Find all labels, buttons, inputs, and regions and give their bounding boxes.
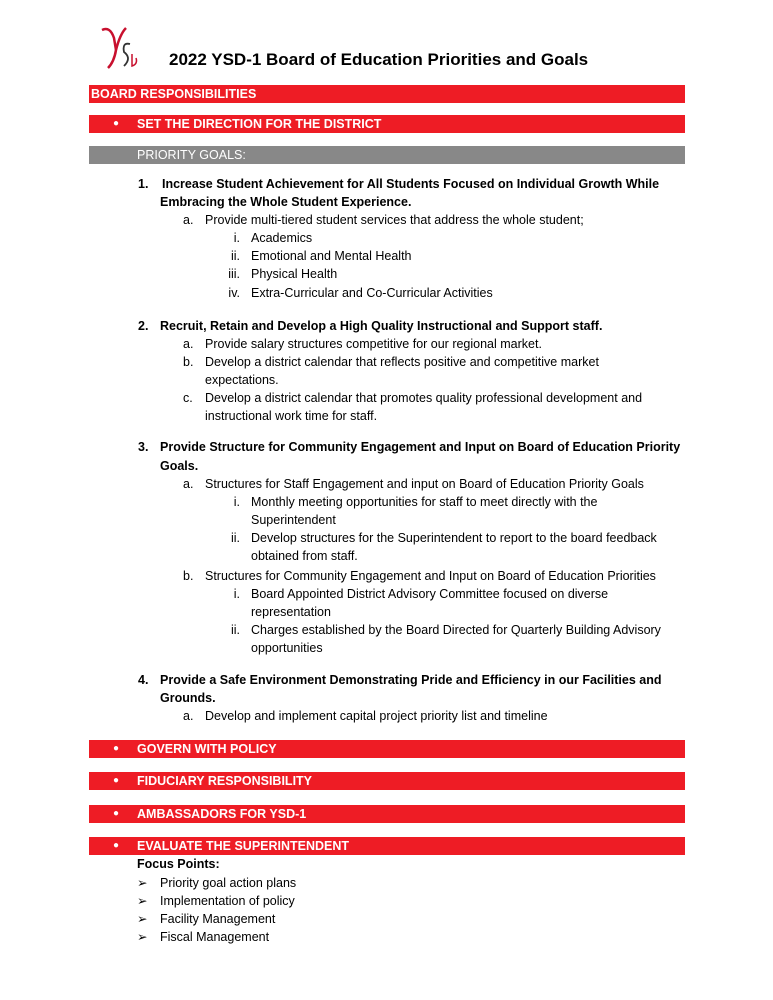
- section-set-direction: [89, 115, 685, 133]
- section-label: GOVERN WITH POLICY: [137, 742, 277, 756]
- item-marker: i.: [233, 587, 240, 601]
- item-marker: i.: [233, 495, 240, 509]
- section-label: BOARD RESPONSIBILITIES: [91, 87, 257, 101]
- goal-number: 2.: [138, 319, 149, 333]
- section-label: SET THE DIRECTION FOR THE DISTRICT: [137, 117, 382, 131]
- goal-3-line-1: Provide Structure for Community Engagement and Input on Board of Education Priority: [160, 440, 681, 454]
- section-label: FIDUCIARY RESPONSIBILITY: [137, 774, 313, 788]
- goal-3-a-ii-line-2: obtained from staff.: [251, 549, 358, 563]
- goal-3-b: Structures for Community Engagement and Input on Board of Education Priorities: [205, 569, 656, 583]
- goal-3-a: Structures for Staff Engagement and input on Board of Education Priority Goals: [205, 477, 644, 491]
- goal-number: 1.: [138, 177, 149, 191]
- bullet-icon: ●: [113, 118, 120, 129]
- goal-number: 3.: [138, 440, 149, 454]
- item-marker: ii.: [230, 531, 240, 545]
- goal-2-b-line-1: Develop a district calendar that reflects positive and competitive market: [205, 355, 599, 369]
- item-marker: ii.: [230, 249, 240, 263]
- section-board-responsibilities: [89, 85, 685, 103]
- item-marker: b.: [183, 355, 194, 369]
- goal-3-b-ii-line-2: opportunities: [251, 641, 323, 655]
- item-marker: c.: [183, 391, 193, 405]
- arrow-bullet-icon: ➢: [137, 912, 148, 926]
- goal-1-a: Provide multi-tiered student services that address the whole student;: [205, 213, 584, 227]
- item-marker: ii.: [230, 623, 240, 637]
- goal-1-line-1: Increase Student Achievement for All Students Focused on Individual Growth While: [162, 177, 660, 191]
- ysd-logo: [96, 24, 140, 72]
- goal-4-line-2: Grounds.: [160, 691, 216, 705]
- bullet-icon: ●: [113, 808, 120, 819]
- goal-3-a-i-line-1: Monthly meeting opportunities for staff to meet directly with the: [251, 495, 598, 509]
- focus-item: Implementation of policy: [160, 894, 295, 908]
- goal-3-b-i-line-2: representation: [251, 605, 331, 619]
- item-marker: iv.: [228, 286, 240, 300]
- goal-2-a: Provide salary structures competitive for our regional market.: [205, 337, 542, 351]
- section-govern-with-policy: [89, 740, 685, 758]
- item-marker: iii.: [228, 267, 240, 281]
- list-item: Physical Health: [251, 267, 338, 281]
- section-label: EVALUATE THE SUPERINTENDENT: [137, 839, 350, 853]
- section-fiduciary: [89, 772, 685, 790]
- goal-3-line-2: Goals.: [160, 459, 199, 473]
- arrow-bullet-icon: ➢: [137, 894, 148, 908]
- item-marker: a.: [183, 213, 194, 227]
- goal-3-b-ii-line-1: Charges established by the Board Directed for Quarterly Building Advisory: [251, 623, 661, 637]
- bullet-icon: ●: [113, 840, 120, 851]
- goal-3-a-ii-line-1: Develop structures for the Superintendent to report to the board feedback: [251, 531, 657, 545]
- list-item: Emotional and Mental Health: [251, 249, 412, 263]
- focus-item: Priority goal action plans: [160, 876, 297, 890]
- bullet-icon: ●: [113, 775, 120, 786]
- item-marker: a.: [183, 337, 194, 351]
- bullet-icon: ●: [113, 743, 120, 754]
- list-item: Academics: [251, 231, 313, 245]
- goal-2-c-line-2: instructional work time for staff.: [205, 409, 378, 423]
- goal-4-line-1: Provide a Safe Environment Demonstrating Pride and Efficiency in our Facilities and: [160, 673, 662, 687]
- list-item: Extra-Curricular and Co-Curricular Activities: [251, 286, 493, 300]
- goal-3-b-i-line-1: Board Appointed District Advisory Committee focused on diverse: [251, 587, 609, 601]
- section-label: PRIORITY GOALS:: [137, 148, 246, 162]
- section-label: AMBASSADORS FOR YSD-1: [137, 807, 307, 821]
- section-ambassadors: [89, 805, 685, 823]
- goal-2-line-1: Recruit, Retain and Develop a High Quality Instructional and Support staff.: [160, 319, 603, 333]
- goal-4-a: Develop and implement capital project priority list and timeline: [205, 709, 548, 723]
- item-marker: i.: [233, 231, 240, 245]
- goal-1-line-2: Embracing the Whole Student Experience.: [160, 195, 412, 209]
- arrow-bullet-icon: ➢: [137, 930, 148, 944]
- goal-2-c-line-1: Develop a district calendar that promotes quality professional development and: [205, 391, 643, 405]
- section-evaluate-superintendent: [89, 837, 685, 855]
- goal-3-a-i-line-2: Superintendent: [251, 513, 336, 527]
- item-marker: b.: [183, 569, 194, 583]
- focus-item: Fiscal Management: [160, 930, 270, 944]
- goal-2-b-line-2: expectations.: [205, 373, 279, 387]
- focus-points-label: Focus Points:: [137, 857, 220, 871]
- page-title: 2022 YSD-1 Board of Education Priorities and Goals: [169, 50, 589, 69]
- section-priority-goals: [89, 146, 685, 164]
- arrow-bullet-icon: ➢: [137, 876, 148, 890]
- goal-number: 4.: [138, 673, 149, 687]
- item-marker: a.: [183, 477, 194, 491]
- item-marker: a.: [183, 709, 194, 723]
- focus-item: Facility Management: [160, 912, 276, 926]
